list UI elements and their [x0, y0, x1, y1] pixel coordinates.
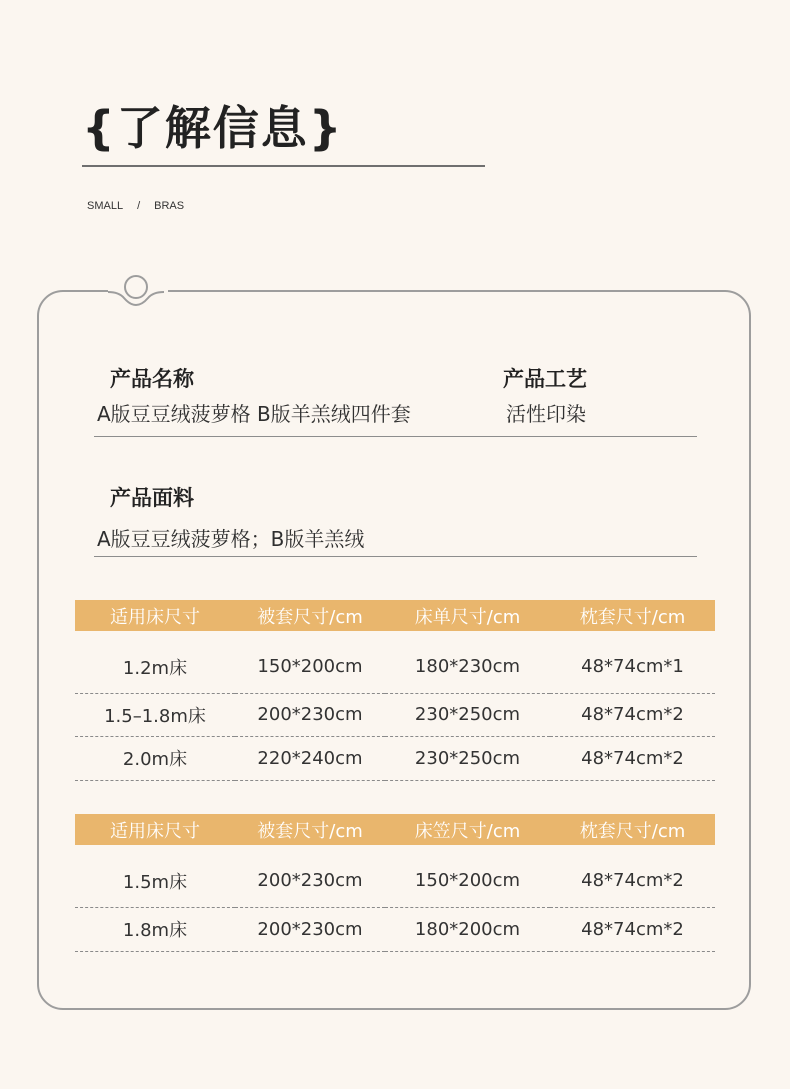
table-cell: 180*230cm: [385, 631, 550, 693]
table-cell: 200*230cm: [235, 907, 385, 951]
table-header-row: [75, 600, 715, 631]
table-cell: 48*74cm*2: [550, 693, 715, 736]
table-row: [75, 693, 715, 736]
craft-label: 产品工艺: [503, 367, 587, 391]
table-header-cell: 枕套尺寸/cm: [550, 814, 715, 845]
fabric-value: A版豆豆绒菠萝格；B版羊羔绒: [97, 527, 365, 551]
table-cell: 220*240cm: [235, 736, 385, 780]
table-cell: 230*250cm: [385, 693, 550, 736]
table-header-row: [75, 814, 715, 845]
table-cell: 1.8m床: [75, 907, 235, 951]
table-cell: 48*74cm*2: [550, 907, 715, 951]
info-divider-1: [94, 436, 697, 437]
table-cell: 150*200cm: [385, 845, 550, 907]
table-cell: 48*74cm*2: [550, 845, 715, 907]
table-header-cell: 适用床尺寸: [75, 814, 235, 845]
subtitle-separator: /: [137, 200, 141, 212]
title-divider: [82, 165, 485, 167]
subtitle-right: BRAS: [154, 200, 185, 212]
table-row: [75, 845, 715, 907]
page-title: {了解信息}: [82, 101, 344, 155]
subtitle-left: SMALL: [87, 200, 124, 212]
subtitle: [87, 200, 184, 212]
table-header-cell: 适用床尺寸: [75, 600, 235, 631]
info-divider-2: [94, 556, 697, 557]
table-cell: 1.5m床: [75, 845, 235, 907]
table-cell: 150*200cm: [235, 631, 385, 693]
craft-value: 活性印染: [506, 402, 586, 426]
product-name-value: A版豆豆绒菠萝格 B版羊羔绒四件套: [97, 402, 411, 426]
table-cell: 1.5–1.8m床: [75, 693, 235, 736]
table-cell: 230*250cm: [385, 736, 550, 780]
size-table-a: [75, 600, 715, 781]
table-header-cell: 床单尺寸/cm: [385, 600, 550, 631]
table-cell: 2.0m床: [75, 736, 235, 780]
table-header-cell: 被套尺寸/cm: [235, 600, 385, 631]
table-row: [75, 736, 715, 780]
table-header-cell: 被套尺寸/cm: [235, 814, 385, 845]
table-cell: 48*74cm*1: [550, 631, 715, 693]
table-row: [75, 631, 715, 693]
table-row: [75, 907, 715, 951]
table-header-cell: 枕套尺寸/cm: [550, 600, 715, 631]
table-header-cell: 床笠尺寸/cm: [385, 814, 550, 845]
hanger-ring-icon: [107, 267, 165, 307]
table-cell: 48*74cm*2: [550, 736, 715, 780]
table-cell: 180*200cm: [385, 907, 550, 951]
product-name-label: 产品名称: [110, 367, 194, 391]
table-cell: 200*230cm: [235, 693, 385, 736]
table-cell: 1.2m床: [75, 631, 235, 693]
fabric-label: 产品面料: [110, 486, 194, 510]
table-cell: 200*230cm: [235, 845, 385, 907]
size-table-b: [75, 814, 715, 952]
